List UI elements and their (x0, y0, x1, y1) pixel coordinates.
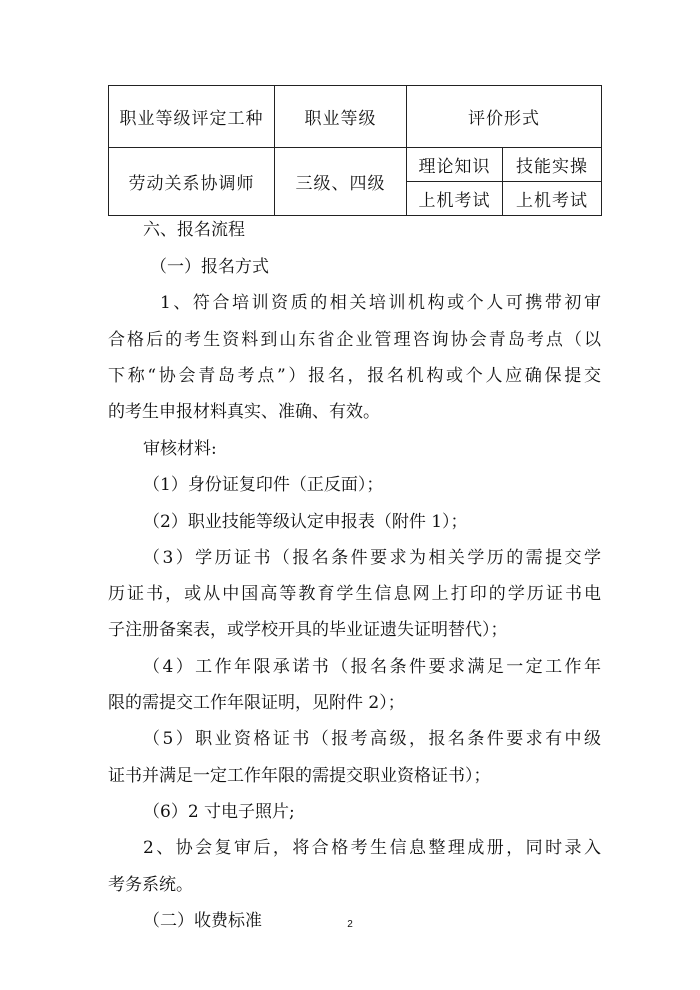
list-item-continuation: 限的需提交工作年限证明，见附件 2）； (108, 693, 405, 713)
cell-skill-exam-mode: 上机考试 (503, 182, 602, 216)
section-heading: 六、报名流程 (143, 220, 245, 240)
list-item: （5）职业资格证书（报考高级，报名条件要求有中级 (143, 729, 601, 749)
list-item: （6）2 寸电子照片; (143, 802, 295, 822)
paragraph-line: 2、协会复审后，将合格考生信息整理成册，同时录入 (143, 838, 601, 858)
paragraph-line: 1、符合培训资质的相关培训机构或个人可携带初审 (160, 293, 601, 313)
table-row (109, 148, 602, 182)
cell-occupation-level: 三级、四级 (275, 148, 407, 216)
table-header-row (109, 86, 602, 148)
materials-heading: 审核材料: (143, 439, 217, 459)
cell-theory-exam-mode: 上机考试 (407, 182, 503, 216)
list-item-continuation: 证书并满足一定工作年限的需提交职业资格证书）； (108, 766, 491, 786)
paragraph-line: 考务系统。 (108, 875, 193, 895)
paragraph-line: 下称“协会青岛考点”）报名，报名机构或个人应确保提交 (108, 366, 601, 386)
page-number: 2 (347, 919, 353, 930)
list-item: （2）职业技能等级认定申报表（附件 1）； (143, 512, 468, 532)
paragraph-line: 的考生申报材料真实、准确、有效。 (108, 402, 380, 422)
cell-skill-practice: 技能实操 (503, 148, 602, 182)
list-item-continuation: 历证书，或从中国高等教育学生信息网上打印的学历证书电 (108, 584, 601, 604)
cell-theory-knowledge: 理论知识 (407, 148, 503, 182)
list-item: （1）身份证复印件（正反面）； (143, 475, 384, 495)
cell-occupation-type: 劳动关系协调师 (109, 148, 275, 216)
subsection-heading: （二）收费标准 (143, 911, 262, 931)
subsection-heading: （一）报名方式 (150, 257, 269, 277)
header-evaluation-form: 评价形式 (407, 86, 602, 148)
header-occupation-level: 职业等级 (275, 86, 407, 148)
header-occupation-type: 职业等级评定工种 (109, 86, 275, 148)
list-item: （3）学历证书（报名条件要求为相关学历的需提交学 (143, 548, 601, 568)
list-item-continuation: 子注册备案表，或学校开具的毕业证遗失证明替代）； (108, 620, 508, 640)
paragraph-line: 合格后的考生资料到山东省企业管理咨询协会青岛考点（以 (108, 330, 601, 350)
qualification-table (108, 85, 602, 216)
list-item: （4）工作年限承诺书（报名条件要求满足一定工作年 (143, 657, 601, 677)
